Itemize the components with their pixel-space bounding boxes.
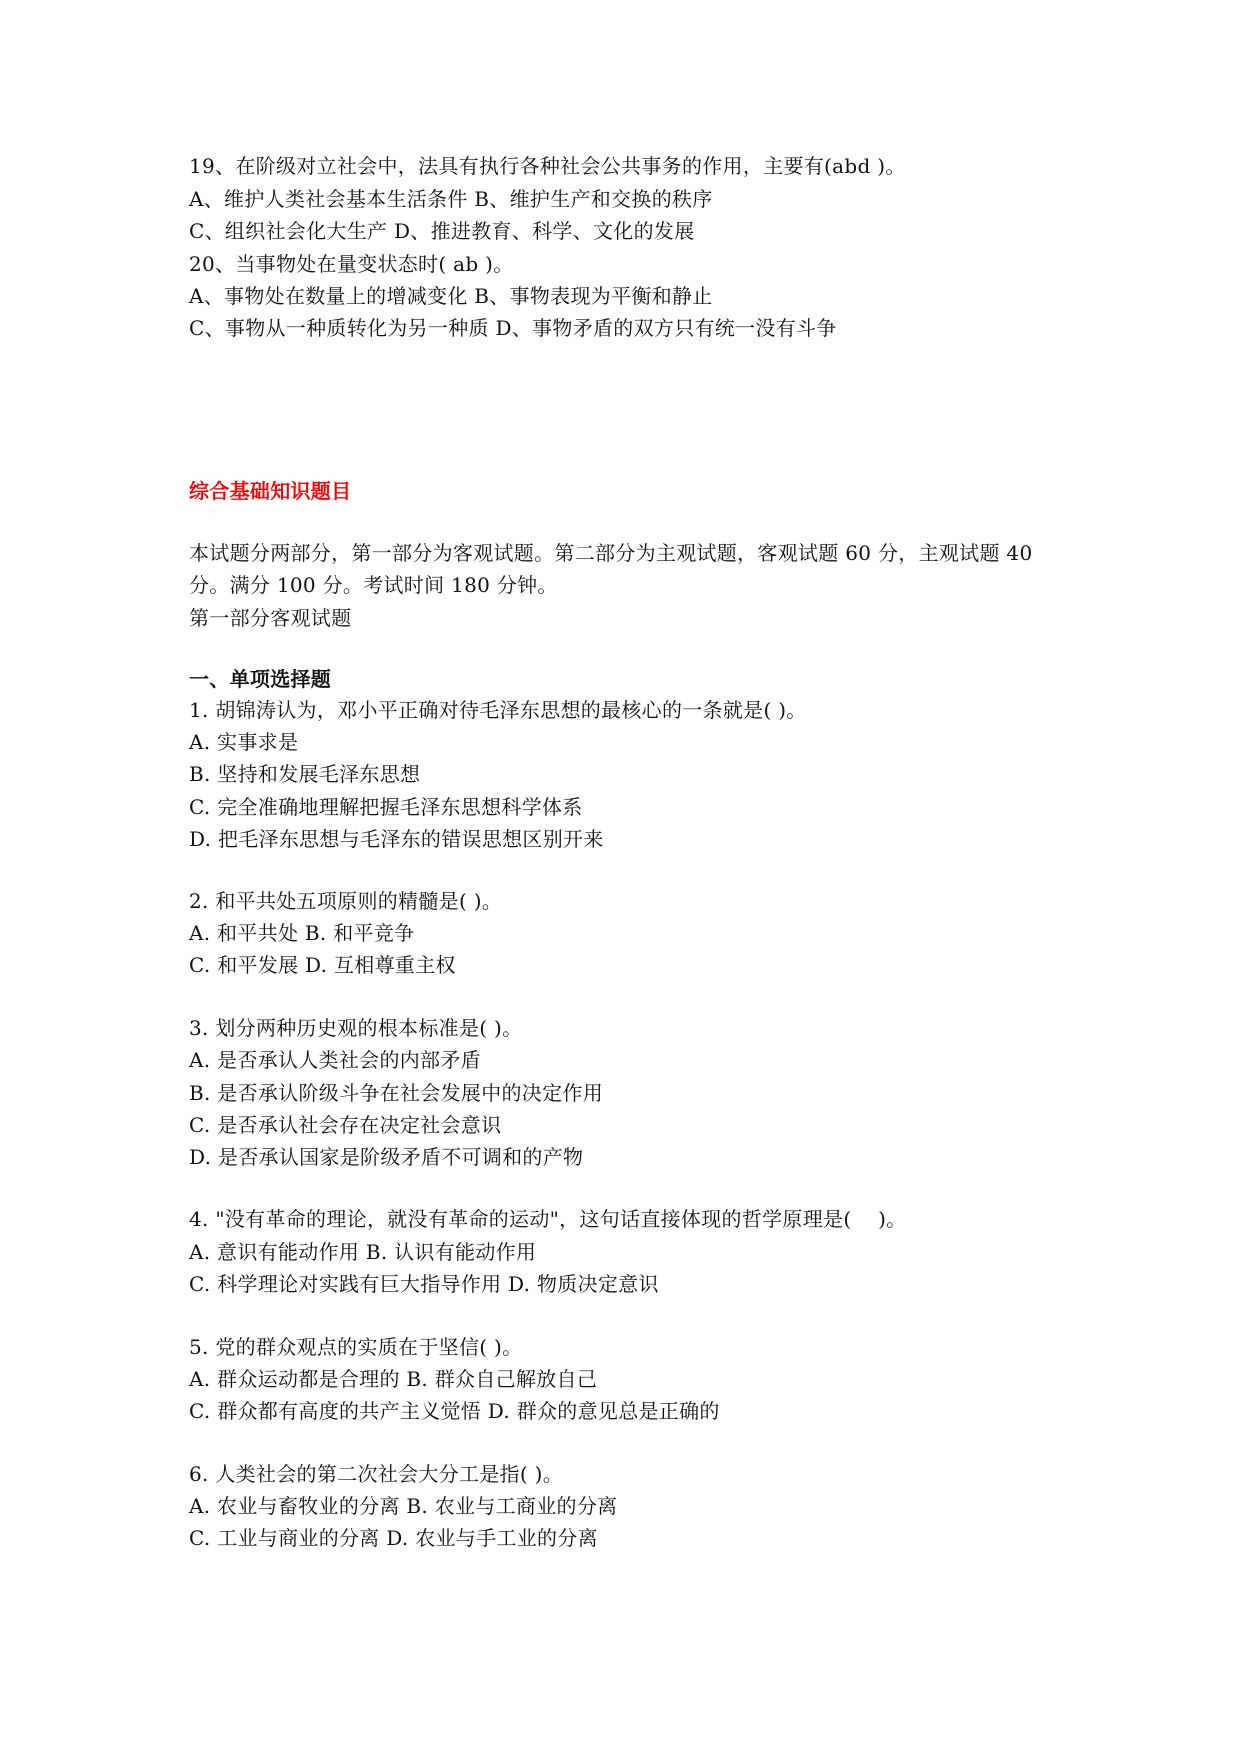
q19-stem: 19、在阶级对立社会中，法具有执行各种社会公共事务的作用，主要有(abd )。	[189, 154, 906, 178]
q6-options-cd: C. 工业与商业的分离 D. 农业与手工业的分离	[189, 1526, 598, 1550]
q2-options-ab: A. 和平共处 B. 和平竞争	[189, 921, 415, 945]
q5-options-ab: A. 群众运动都是合理的 B. 群众自己解放自己	[189, 1367, 598, 1391]
q1-option-b: B. 坚持和发展毛泽东思想	[189, 762, 421, 786]
intro-line-2: 分。满分 100 分。考试时间 180 分钟。	[189, 573, 558, 597]
q3-option-b: B. 是否承认阶级斗争在社会发展中的决定作用	[189, 1081, 604, 1105]
q4-stem: 4. "没有革命的理论，就没有革命的运动"，这句话直接体现的哲学原理是( )。	[189, 1207, 907, 1231]
q20-options-ab: A、事物处在数量上的增减变化 B、事物表现为平衡和静止	[189, 284, 713, 308]
q3-option-d: D. 是否承认国家是阶级矛盾不可调和的产物	[189, 1145, 584, 1169]
q3-stem: 3. 划分两种历史观的根本标准是( )。	[189, 1016, 523, 1040]
q20-stem: 20、当事物处在量变状态时( ab )。	[189, 252, 514, 276]
q4-options-ab: A. 意识有能动作用 B. 认识有能动作用	[189, 1240, 537, 1264]
intro-line-1: 本试题分两部分，第一部分为客观试题。第二部分为主观试题，客观试题 60 分，主观试题 40	[189, 541, 1033, 565]
q19-options-cd: C、组织社会化大生产 D、推进教育、科学、文化的发展	[189, 219, 695, 243]
q1-option-d: D. 把毛泽东思想与毛泽东的错误思想区别开来	[189, 827, 604, 851]
q19-options-ab: A、维护人类社会基本生活条件 B、维护生产和交换的秩序	[189, 187, 713, 211]
section-title: 综合基础知识题目	[189, 479, 352, 503]
q1-option-a: A. 实事求是	[189, 730, 299, 754]
q5-stem: 5. 党的群众观点的实质在于坚信( )。	[189, 1335, 523, 1359]
q1-stem: 1. 胡锦涛认为，邓小平正确对待毛泽东思想的最核心的一条就是( )。	[189, 698, 807, 722]
part-label: 第一部分客观试题	[189, 606, 352, 630]
q4-options-cd: C. 科学理论对实践有巨大指导作用 D. 物质决定意识	[189, 1272, 659, 1296]
q3-option-a: A. 是否承认人类社会的内部矛盾	[189, 1048, 481, 1072]
q2-options-cd: C. 和平发展 D. 互相尊重主权	[189, 953, 456, 977]
q2-stem: 2. 和平共处五项原则的精髓是( )。	[189, 889, 503, 913]
q5-options-cd: C. 群众都有高度的共产主义觉悟 D. 群众的意见总是正确的	[189, 1399, 720, 1423]
q3-option-c: C. 是否承认社会存在决定社会意识	[189, 1113, 502, 1137]
section-heading: 一、单项选择题	[189, 667, 332, 691]
q1-option-c: C. 完全准确地理解把握毛泽东思想科学体系	[189, 795, 583, 819]
q6-options-ab: A. 农业与畜牧业的分离 B. 农业与工商业的分离	[189, 1494, 618, 1518]
q6-stem: 6. 人类社会的第二次社会大分工是指( )。	[189, 1462, 564, 1486]
q20-options-cd: C、事物从一种质转化为另一种质 D、事物矛盾的双方只有统一没有斗争	[189, 316, 837, 340]
